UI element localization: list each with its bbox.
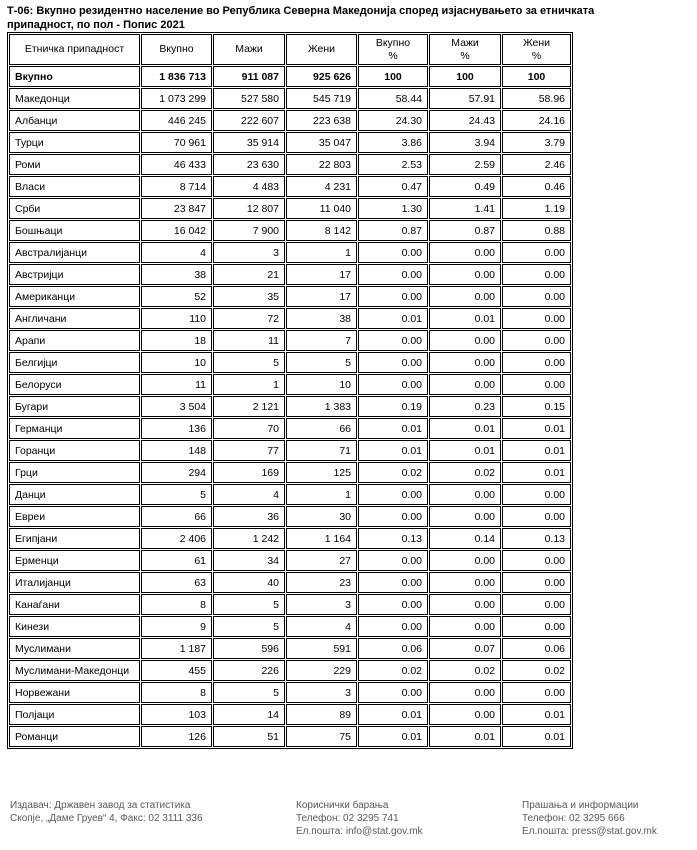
men-cell: 70 bbox=[213, 418, 285, 439]
women-pct-cell: 0.01 bbox=[502, 726, 571, 747]
total-cell: 63 bbox=[141, 572, 212, 593]
men-cell: 11 bbox=[213, 330, 285, 351]
ethnicity-population-table bbox=[7, 32, 573, 749]
men-pct-cell: 0.00 bbox=[429, 352, 501, 373]
total-pct-cell: 0.00 bbox=[358, 330, 428, 351]
table-row bbox=[9, 66, 571, 87]
total-cell: 136 bbox=[141, 418, 212, 439]
row-label-cell: Белоруси bbox=[9, 374, 140, 395]
row-label-cell: Роми bbox=[9, 154, 140, 175]
women-cell: 35 047 bbox=[286, 132, 357, 153]
total-cell: 9 bbox=[141, 616, 212, 637]
men-pct-cell: 0.87 bbox=[429, 220, 501, 241]
women-pct-cell: 0.88 bbox=[502, 220, 571, 241]
women-cell: 229 bbox=[286, 660, 357, 681]
men-cell: 226 bbox=[213, 660, 285, 681]
women-cell: 10 bbox=[286, 374, 357, 395]
men-cell: 7 900 bbox=[213, 220, 285, 241]
men-pct-cell: 2.59 bbox=[429, 154, 501, 175]
women-pct-cell: 0.15 bbox=[502, 396, 571, 417]
row-label-cell: Турци bbox=[9, 132, 140, 153]
women-pct-cell: 0.00 bbox=[502, 506, 571, 527]
men-pct-cell: 0.00 bbox=[429, 550, 501, 571]
table-row bbox=[9, 330, 571, 351]
men-cell: 5 bbox=[213, 352, 285, 373]
total-cell: 148 bbox=[141, 440, 212, 461]
women-pct-cell: 100 bbox=[502, 66, 571, 87]
women-pct-cell: 0.00 bbox=[502, 286, 571, 307]
men-pct-cell: 0.02 bbox=[429, 462, 501, 483]
total-cell: 10 bbox=[141, 352, 212, 373]
men-pct-cell: 0.01 bbox=[429, 726, 501, 747]
total-cell: 38 bbox=[141, 264, 212, 285]
footer-requests-title: Кориснички барања bbox=[296, 800, 389, 811]
men-pct-cell: 0.01 bbox=[429, 440, 501, 461]
total-pct-cell: 0.00 bbox=[358, 374, 428, 395]
row-label-cell: Италијанци bbox=[9, 572, 140, 593]
men-cell: 34 bbox=[213, 550, 285, 571]
total-cell: 8 bbox=[141, 594, 212, 615]
footer-publisher bbox=[10, 799, 203, 825]
row-label-cell: Данци bbox=[9, 484, 140, 505]
women-cell: 38 bbox=[286, 308, 357, 329]
total-pct-cell: 0.19 bbox=[358, 396, 428, 417]
women-pct-cell: 24.16 bbox=[502, 110, 571, 131]
total-pct-cell: 0.00 bbox=[358, 484, 428, 505]
women-pct-cell: 0.00 bbox=[502, 374, 571, 395]
header-total-pct bbox=[358, 34, 428, 65]
total-cell: 66 bbox=[141, 506, 212, 527]
men-pct-cell: 1.41 bbox=[429, 198, 501, 219]
total-cell: 455 bbox=[141, 660, 212, 681]
total-pct-cell: 0.00 bbox=[358, 550, 428, 571]
women-pct-cell: 0.06 bbox=[502, 638, 571, 659]
women-cell: 1 383 bbox=[286, 396, 357, 417]
women-cell: 925 626 bbox=[286, 66, 357, 87]
header-women-pct bbox=[502, 34, 571, 65]
men-cell: 21 bbox=[213, 264, 285, 285]
row-label-cell: Бошњаци bbox=[9, 220, 140, 241]
total-cell: 1 187 bbox=[141, 638, 212, 659]
men-pct-cell: 0.02 bbox=[429, 660, 501, 681]
table-row bbox=[9, 682, 571, 703]
men-pct-cell: 0.00 bbox=[429, 616, 501, 637]
table-row bbox=[9, 550, 571, 571]
men-pct-cell: 0.00 bbox=[429, 484, 501, 505]
header-men-pct bbox=[429, 34, 501, 65]
page-title: Т-06: Вкупно резидентно население во Република Северна Македонија според изјаснувањето за етничката припадност, по пол - Попис 2021 bbox=[7, 5, 595, 32]
women-pct-cell: 0.00 bbox=[502, 594, 571, 615]
women-pct-cell: 0.00 bbox=[502, 330, 571, 351]
total-pct-cell: 0.02 bbox=[358, 660, 428, 681]
women-pct-cell: 0.00 bbox=[502, 572, 571, 593]
table-row bbox=[9, 352, 571, 373]
men-pct-cell: 0.00 bbox=[429, 704, 501, 725]
men-pct-cell: 100 bbox=[429, 66, 501, 87]
total-pct-cell: 0.00 bbox=[358, 682, 428, 703]
row-label-cell: Арапи bbox=[9, 330, 140, 351]
total-cell: 11 bbox=[141, 374, 212, 395]
table-row bbox=[9, 396, 571, 417]
total-pct-cell: 0.00 bbox=[358, 264, 428, 285]
row-label-cell: Евреи bbox=[9, 506, 140, 527]
women-pct-cell: 0.00 bbox=[502, 550, 571, 571]
total-pct-cell: 0.00 bbox=[358, 594, 428, 615]
men-cell: 12 807 bbox=[213, 198, 285, 219]
table-row bbox=[9, 638, 571, 659]
women-cell: 4 bbox=[286, 616, 357, 637]
men-cell: 14 bbox=[213, 704, 285, 725]
footer-info-title: Прашања и информации bbox=[522, 800, 639, 811]
table-row bbox=[9, 264, 571, 285]
row-label-cell: Ерменци bbox=[9, 550, 140, 571]
men-pct-cell: 24.43 bbox=[429, 110, 501, 131]
row-label-cell: Американци bbox=[9, 286, 140, 307]
women-cell: 223 638 bbox=[286, 110, 357, 131]
table-row bbox=[9, 440, 571, 461]
header-women-pct-label: Жени bbox=[522, 37, 551, 50]
total-pct-cell: 0.02 bbox=[358, 462, 428, 483]
total-cell: 110 bbox=[141, 308, 212, 329]
women-cell: 5 bbox=[286, 352, 357, 373]
row-label-cell: Албанци bbox=[9, 110, 140, 131]
table-row bbox=[9, 154, 571, 175]
total-pct-cell: 0.00 bbox=[358, 286, 428, 307]
table-row bbox=[9, 616, 571, 637]
row-label-cell: Кинези bbox=[9, 616, 140, 637]
women-cell: 1 bbox=[286, 484, 357, 505]
table-row bbox=[9, 132, 571, 153]
men-pct-cell: 0.23 bbox=[429, 396, 501, 417]
men-cell: 3 bbox=[213, 242, 285, 263]
women-cell: 591 bbox=[286, 638, 357, 659]
women-pct-cell: 0.46 bbox=[502, 176, 571, 197]
total-cell: 5 bbox=[141, 484, 212, 505]
row-label-cell: Белгијци bbox=[9, 352, 140, 373]
men-pct-cell: 0.01 bbox=[429, 418, 501, 439]
women-cell: 11 040 bbox=[286, 198, 357, 219]
women-pct-cell: 0.01 bbox=[502, 704, 571, 725]
women-pct-cell: 0.01 bbox=[502, 462, 571, 483]
men-cell: 527 580 bbox=[213, 88, 285, 109]
men-pct-cell: 0.00 bbox=[429, 286, 501, 307]
men-cell: 4 483 bbox=[213, 176, 285, 197]
total-pct-cell: 0.00 bbox=[358, 506, 428, 527]
total-cell: 23 847 bbox=[141, 198, 212, 219]
men-cell: 51 bbox=[213, 726, 285, 747]
row-label-cell: Муслимани-Македонци bbox=[9, 660, 140, 681]
row-label-cell: Германци bbox=[9, 418, 140, 439]
men-pct-cell: 0.00 bbox=[429, 572, 501, 593]
footer-requests-email: Ел.пошта: info@stat.gov.mk bbox=[296, 826, 423, 837]
women-cell: 1 bbox=[286, 242, 357, 263]
total-cell: 3 504 bbox=[141, 396, 212, 417]
total-cell: 8 bbox=[141, 682, 212, 703]
footer-publisher-line1: Издавач: Државен завод за статистика bbox=[10, 800, 191, 811]
men-pct-cell: 0.00 bbox=[429, 330, 501, 351]
row-label-cell: Горанци bbox=[9, 440, 140, 461]
men-pct-cell: 0.00 bbox=[429, 506, 501, 527]
women-cell: 22 803 bbox=[286, 154, 357, 175]
men-cell: 2 121 bbox=[213, 396, 285, 417]
men-cell: 23 630 bbox=[213, 154, 285, 175]
total-cell: 16 042 bbox=[141, 220, 212, 241]
total-pct-cell: 3.86 bbox=[358, 132, 428, 153]
table-row bbox=[9, 506, 571, 527]
footer-requests-phone: Телефон: 02 3295 741 bbox=[296, 813, 399, 824]
men-cell: 5 bbox=[213, 682, 285, 703]
total-cell: 2 406 bbox=[141, 528, 212, 549]
row-label-cell: Вкупно bbox=[9, 66, 140, 87]
row-label-cell: Англичани bbox=[9, 308, 140, 329]
total-cell: 52 bbox=[141, 286, 212, 307]
men-pct-cell: 0.00 bbox=[429, 264, 501, 285]
men-cell: 40 bbox=[213, 572, 285, 593]
row-label-cell: Романци bbox=[9, 726, 140, 747]
row-label-cell: Австралијанци bbox=[9, 242, 140, 263]
women-cell: 89 bbox=[286, 704, 357, 725]
women-cell: 75 bbox=[286, 726, 357, 747]
total-cell: 126 bbox=[141, 726, 212, 747]
men-cell: 1 242 bbox=[213, 528, 285, 549]
row-label-cell: Австријци bbox=[9, 264, 140, 285]
footer-user-requests bbox=[296, 799, 423, 838]
men-pct-cell: 0.49 bbox=[429, 176, 501, 197]
men-cell: 169 bbox=[213, 462, 285, 483]
women-pct-cell: 0.00 bbox=[502, 616, 571, 637]
row-label-cell: Норвежани bbox=[9, 682, 140, 703]
table-row bbox=[9, 528, 571, 549]
women-cell: 545 719 bbox=[286, 88, 357, 109]
women-pct-cell: 58.96 bbox=[502, 88, 571, 109]
row-label-cell: Бугари bbox=[9, 396, 140, 417]
footer-publisher-line2: Скопје, „Даме Груев“ 4, Факс: 02 3111 336 bbox=[10, 813, 203, 824]
header-total-pct-label: Вкупно bbox=[375, 37, 411, 50]
table-body bbox=[9, 66, 571, 747]
row-label-cell: Полјаци bbox=[9, 704, 140, 725]
total-cell: 61 bbox=[141, 550, 212, 571]
table-row bbox=[9, 418, 571, 439]
women-cell: 17 bbox=[286, 286, 357, 307]
total-pct-cell: 0.00 bbox=[358, 242, 428, 263]
men-cell: 77 bbox=[213, 440, 285, 461]
women-pct-cell: 3.79 bbox=[502, 132, 571, 153]
women-cell: 3 bbox=[286, 594, 357, 615]
header-total-pct-unit: % bbox=[388, 49, 398, 62]
row-label-cell: Муслимани bbox=[9, 638, 140, 659]
header-ethnicity: Етничка припадност bbox=[9, 34, 140, 65]
men-cell: 911 087 bbox=[213, 66, 285, 87]
women-pct-cell: 1.19 bbox=[502, 198, 571, 219]
table-row bbox=[9, 220, 571, 241]
header-women-pct-unit: % bbox=[531, 49, 542, 62]
women-cell: 30 bbox=[286, 506, 357, 527]
row-label-cell: Власи bbox=[9, 176, 140, 197]
table-row bbox=[9, 308, 571, 329]
men-pct-cell: 0.01 bbox=[429, 308, 501, 329]
women-cell: 7 bbox=[286, 330, 357, 351]
men-cell: 596 bbox=[213, 638, 285, 659]
table-row bbox=[9, 572, 571, 593]
total-pct-cell: 0.01 bbox=[358, 726, 428, 747]
total-pct-cell: 24.30 bbox=[358, 110, 428, 131]
total-pct-cell: 0.01 bbox=[358, 704, 428, 725]
total-cell: 46 433 bbox=[141, 154, 212, 175]
row-label-cell: Македонци bbox=[9, 88, 140, 109]
women-cell: 8 142 bbox=[286, 220, 357, 241]
table-row bbox=[9, 374, 571, 395]
total-pct-cell: 0.00 bbox=[358, 616, 428, 637]
women-pct-cell: 0.00 bbox=[502, 242, 571, 263]
men-cell: 72 bbox=[213, 308, 285, 329]
women-pct-cell: 0.00 bbox=[502, 264, 571, 285]
men-cell: 36 bbox=[213, 506, 285, 527]
men-pct-cell: 0.00 bbox=[429, 374, 501, 395]
total-pct-cell: 0.01 bbox=[358, 418, 428, 439]
women-cell: 71 bbox=[286, 440, 357, 461]
total-pct-cell: 0.00 bbox=[358, 572, 428, 593]
total-pct-cell: 2.53 bbox=[358, 154, 428, 175]
footer-questions-info bbox=[522, 799, 657, 838]
women-pct-cell: 0.00 bbox=[502, 484, 571, 505]
men-cell: 35 bbox=[213, 286, 285, 307]
men-pct-cell: 0.00 bbox=[429, 242, 501, 263]
total-cell: 446 245 bbox=[141, 110, 212, 131]
women-cell: 17 bbox=[286, 264, 357, 285]
header-total: Вкупно bbox=[141, 34, 212, 65]
women-cell: 66 bbox=[286, 418, 357, 439]
women-pct-cell: 2.46 bbox=[502, 154, 571, 175]
table-row bbox=[9, 704, 571, 725]
header-men: Мажи bbox=[213, 34, 285, 65]
total-cell: 70 961 bbox=[141, 132, 212, 153]
men-cell: 5 bbox=[213, 594, 285, 615]
table-row bbox=[9, 286, 571, 307]
row-label-cell: Канаѓани bbox=[9, 594, 140, 615]
total-cell: 103 bbox=[141, 704, 212, 725]
table-row bbox=[9, 242, 571, 263]
women-cell: 1 164 bbox=[286, 528, 357, 549]
footer-info-phone: Телефон: 02 3295 666 bbox=[522, 813, 625, 824]
total-pct-cell: 0.13 bbox=[358, 528, 428, 549]
total-cell: 4 bbox=[141, 242, 212, 263]
men-cell: 35 914 bbox=[213, 132, 285, 153]
table-row bbox=[9, 484, 571, 505]
table-header bbox=[9, 34, 571, 65]
table-row bbox=[9, 198, 571, 219]
table-row bbox=[9, 594, 571, 615]
men-pct-cell: 0.14 bbox=[429, 528, 501, 549]
men-pct-cell: 0.07 bbox=[429, 638, 501, 659]
total-pct-cell: 0.00 bbox=[358, 352, 428, 373]
total-pct-cell: 0.47 bbox=[358, 176, 428, 197]
men-pct-cell: 3.94 bbox=[429, 132, 501, 153]
men-pct-cell: 57.91 bbox=[429, 88, 501, 109]
total-cell: 1 836 713 bbox=[141, 66, 212, 87]
total-pct-cell: 0.06 bbox=[358, 638, 428, 659]
women-pct-cell: 0.00 bbox=[502, 682, 571, 703]
header-row bbox=[9, 34, 571, 65]
total-pct-cell: 1.30 bbox=[358, 198, 428, 219]
total-pct-cell: 0.01 bbox=[358, 308, 428, 329]
total-cell: 18 bbox=[141, 330, 212, 351]
footer-info-email: Ел.пошта: press@stat.gov.mk bbox=[522, 826, 657, 837]
women-pct-cell: 0.02 bbox=[502, 660, 571, 681]
women-pct-cell: 0.13 bbox=[502, 528, 571, 549]
women-cell: 3 bbox=[286, 682, 357, 703]
men-cell: 4 bbox=[213, 484, 285, 505]
women-pct-cell: 0.00 bbox=[502, 308, 571, 329]
total-cell: 294 bbox=[141, 462, 212, 483]
total-cell: 8 714 bbox=[141, 176, 212, 197]
total-pct-cell: 0.01 bbox=[358, 440, 428, 461]
women-cell: 27 bbox=[286, 550, 357, 571]
table-row bbox=[9, 660, 571, 681]
header-women: Жени bbox=[286, 34, 357, 65]
women-cell: 125 bbox=[286, 462, 357, 483]
table-row bbox=[9, 726, 571, 747]
men-pct-cell: 0.00 bbox=[429, 682, 501, 703]
women-cell: 23 bbox=[286, 572, 357, 593]
header-men-pct-label: Мажи bbox=[451, 37, 479, 50]
table-row bbox=[9, 110, 571, 131]
row-label-cell: Срби bbox=[9, 198, 140, 219]
total-pct-cell: 100 bbox=[358, 66, 428, 87]
total-pct-cell: 0.87 bbox=[358, 220, 428, 241]
men-pct-cell: 0.00 bbox=[429, 594, 501, 615]
total-cell: 1 073 299 bbox=[141, 88, 212, 109]
total-pct-cell: 58.44 bbox=[358, 88, 428, 109]
women-cell: 4 231 bbox=[286, 176, 357, 197]
men-cell: 5 bbox=[213, 616, 285, 637]
header-men-pct-unit: % bbox=[460, 49, 470, 62]
men-cell: 222 607 bbox=[213, 110, 285, 131]
women-pct-cell: 0.00 bbox=[502, 352, 571, 373]
table-row bbox=[9, 176, 571, 197]
row-label-cell: Египјани bbox=[9, 528, 140, 549]
row-label-cell: Грци bbox=[9, 462, 140, 483]
table-row bbox=[9, 88, 571, 109]
men-cell: 1 bbox=[213, 374, 285, 395]
table-row bbox=[9, 462, 571, 483]
women-pct-cell: 0.01 bbox=[502, 418, 571, 439]
women-pct-cell: 0.01 bbox=[502, 440, 571, 461]
